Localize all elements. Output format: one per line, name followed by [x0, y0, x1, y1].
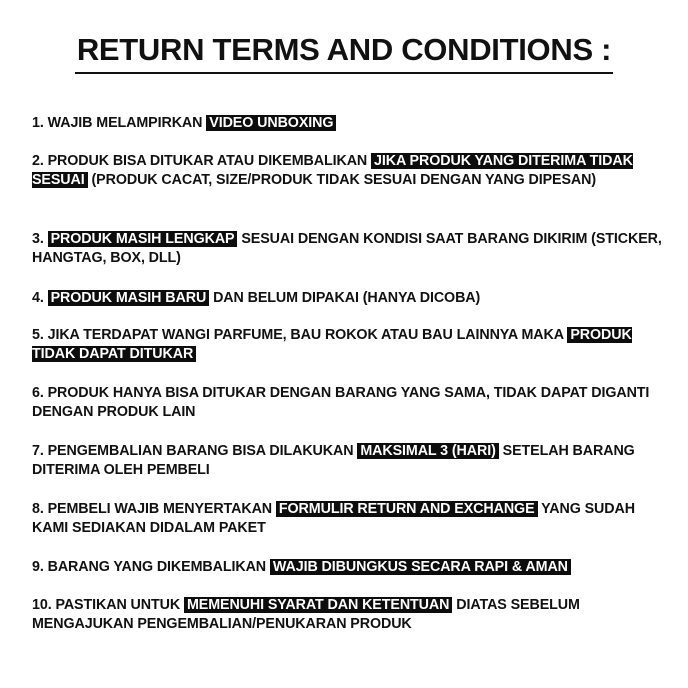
- term-item-5: [32, 326, 668, 364]
- term-text: JIKA TERDAPAT WANGI PARFUME, BAU ROKOK ATAU BAU LAINNYA MAKA: [47, 327, 564, 343]
- term-text: PRODUK BISA DITUKAR ATAU DIKEMBALIKAN: [47, 153, 368, 169]
- term-highlight: PRODUK MASIH LENGKAP: [48, 231, 238, 247]
- term-text-after: SESUAI DENGAN KONDISI SAAT BARANG DIKIRIM (STICKER, HANGTAG, BOX, DLL): [32, 231, 662, 266]
- page-title: [0, 30, 688, 74]
- term-text: PRODUK HANYA BISA DITUKAR DENGAN BARANG YANG SAMA, TIDAK DAPAT DIGANTI DENGAN PRODUK LAIN: [32, 385, 650, 420]
- term-text-after: YANG SUDAH KAMI SEDIAKAN DIDALAM PAKET: [32, 501, 635, 536]
- term-text-after: (PRODUK CACAT, SIZE/PRODUK TIDAK SESUAI DENGAN YANG DIPESAN): [91, 172, 597, 188]
- term-number: 9.: [32, 559, 44, 575]
- term-item-3: [32, 230, 668, 268]
- term-highlight: PRODUK TIDAK DAPAT DITUKAR: [32, 327, 632, 362]
- term-number: 6.: [32, 385, 44, 401]
- term-number: 8.: [32, 501, 44, 517]
- term-item-10: [32, 596, 668, 634]
- term-number: 4.: [32, 290, 44, 306]
- term-number: 3.: [32, 231, 44, 247]
- term-highlight: WAJIB DIBUNGKUS SECARA RAPI & AMAN: [270, 559, 571, 575]
- page-title-text: RETURN TERMS AND CONDITIONS :: [75, 30, 613, 74]
- term-text-after: DAN BELUM DIPAKAI (HANYA DICOBA): [213, 290, 481, 306]
- term-highlight: VIDEO UNBOXING: [206, 115, 336, 131]
- term-number: 2.: [32, 153, 44, 169]
- term-text: PEMBELI WAJIB MENYERTAKAN: [47, 501, 273, 517]
- term-highlight: PRODUK MASIH BARU: [48, 290, 210, 306]
- term-number: 7.: [32, 443, 44, 459]
- term-item-7: [32, 442, 668, 480]
- term-number: 5.: [32, 327, 44, 343]
- term-number: 1.: [32, 115, 44, 131]
- term-highlight: MEMENUHI SYARAT DAN KETENTUAN: [184, 597, 452, 613]
- term-highlight: JIKA PRODUK YANG DITERIMA TIDAK SESUAI: [32, 153, 633, 188]
- term-text: PENGEMBALIAN BARANG BISA DILAKUKAN: [47, 443, 354, 459]
- term-text-after: SETELAH BARANG DITERIMA OLEH PEMBELI: [32, 443, 635, 478]
- term-item-6: [32, 384, 668, 422]
- term-number: 10.: [32, 597, 52, 613]
- term-highlight: FORMULIR RETURN AND EXCHANGE: [276, 501, 538, 517]
- term-item-9: [32, 558, 571, 577]
- term-item-4: [32, 289, 480, 308]
- term-highlight: MAKSIMAL 3 (HARI): [357, 443, 498, 459]
- term-text: WAJIB MELAMPIRKAN: [47, 115, 203, 131]
- term-item-2: [32, 152, 668, 190]
- term-text-after: DIATAS SEBELUM MENGAJUKAN PENGEMBALIAN/PENUKARAN PRODUK: [32, 597, 580, 632]
- term-text: PASTIKAN UNTUK: [55, 597, 181, 613]
- term-item-8: [32, 500, 668, 538]
- term-item-1: [32, 114, 336, 133]
- term-text: BARANG YANG DIKEMBALIKAN: [47, 559, 267, 575]
